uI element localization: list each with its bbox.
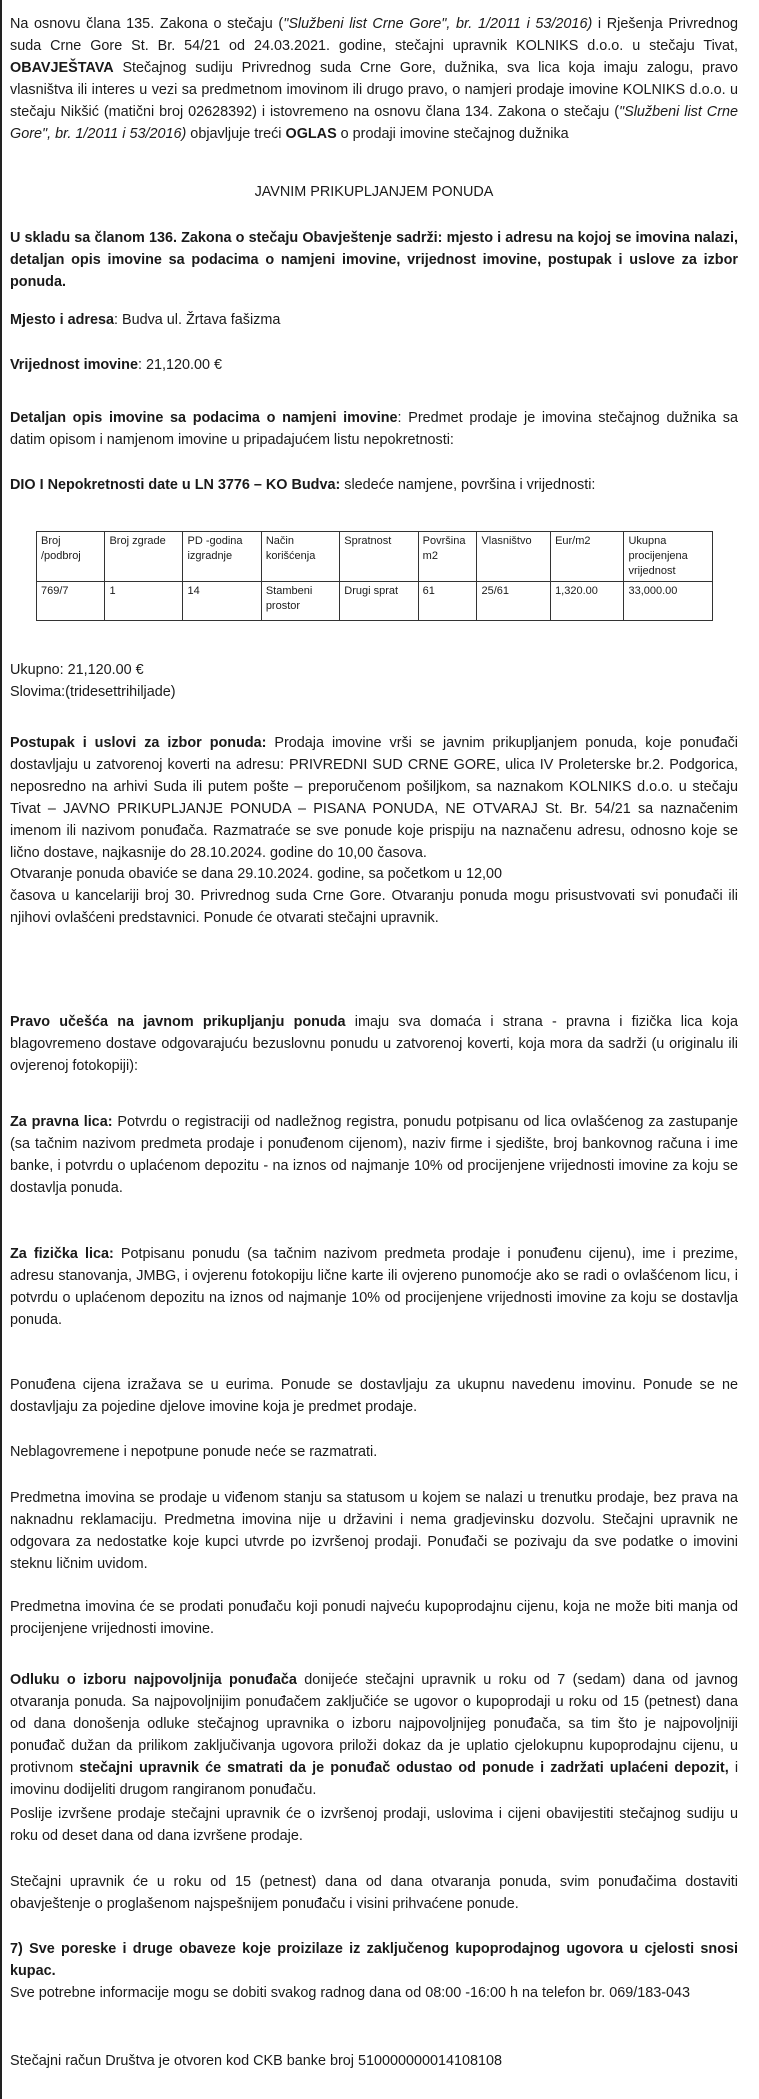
- decision-text: donijeće stečajni upravnik u roku od 7 (sedam) dana od javnog otvaranja ponuda. Sa najpovoljnijim ponuđačem zaključiće se ugovor o kupoprodaji u roku od 15 (petnest) dana od dana donošenja odluke stečajnog upravnika o izboru najpovoljnijeg ponuđača, sa tim što je najpovoljniji ponuđač dužan da prilikom zaključivanja ugovora priloži dokaz da je uplatio cjelokupnu kupoprodajnu cijenu, u protivnom: [10, 1672, 738, 1776]
- untimely-offers-paragraph: Neblagovremene i nepotpune ponude neće se razmatrati.: [10, 1444, 378, 1460]
- detail-text: : Predmet prodaje je imovina stečajnog dužnika sa datim opisom i namjenom imovine u pripadajućem listu nepokretnosti:: [10, 410, 738, 448]
- table-header-cell: Spratnost: [340, 532, 418, 582]
- table-cell: Stambeni prostor: [261, 582, 339, 621]
- decision-end-text: i imovinu dodijeliti drugom rangiranom ponuđaču.: [10, 1759, 739, 1798]
- decision-label: Odluku o izboru najpovoljnija ponuđača: [10, 1672, 297, 1688]
- intro-text-1: Na osnovu člana 135. Zakona o stečaju (: [10, 16, 284, 32]
- table-cell: 33,000.00: [624, 582, 713, 621]
- contact-info-line: Sve potrebne informacije mogu se dobiti svakog radnog dana od 08:00 -16:00 h na telefon br. 069/183-043: [10, 1985, 691, 2001]
- table-cell: 25/61: [477, 582, 551, 621]
- property-state-paragraph: Predmetna imovina se prodaje u viđenom stanju sa statusom u kojem se nalazi u trenutku prodaje, bez prava na naknadnu reklamaciju. Predmetna imovina nije u državini i nema gradjevinsku dozvolu. Stečajni upravnik ne odgovara za nedostatke koje kupci utvrde po izvršenoj prodaji. Ponuđači se pozivaju da sve podatke o imovini steknu ličnim uvidom.: [10, 1490, 738, 1572]
- location-value: : Budva ul. Žrtava fašizma: [113, 312, 281, 328]
- table-header-cell: Površina m2: [418, 532, 477, 582]
- intro-text-5: o prodaji imovine stečajnog dužnika: [336, 125, 569, 142]
- best-offer-paragraph: Predmetna imovina će se prodati ponuđaču koji ponudi najveću kupoprodajnu cijenu, koja ne može biti manja od procijenjene vrijednosti imovine.: [10, 1599, 738, 1637]
- taxes-text: 7) Sve poreske i druge obaveze koje proizilaze iz zaključenog kupoprodajnog ugovora u cjelosti snosi kupac.: [10, 1941, 738, 1979]
- table-cell: Drugi sprat: [340, 582, 418, 621]
- location-label: Mjesto i adresa: [10, 312, 114, 328]
- table-cell: 14: [183, 582, 261, 621]
- participation-paragraph: [10, 1012, 738, 1078]
- detail-paragraph: [10, 408, 738, 452]
- gazette-reference-2: "Službeni list Crne Gore", br. 1/2011 i 53/2016): [10, 103, 738, 142]
- location-line: [10, 310, 738, 332]
- legal-entities-text: Potvrdu o registraciji od nadležnog registra, ponudu potpisanu od lica ovlašćenog za zastupanje (sa tačnim nazivom predmeta prodaje i ponuđenom cijenom), naziv firme i sjedište, broj bankovnog računa i ime banke, i potvrdu o uplaćenom depozitu - na iznos od najmanje 10% od procijenjene vrijednosti imovine za koju se dostavlja ponuda.: [10, 1114, 738, 1196]
- table-header-cell: Broj /podbroj: [37, 532, 105, 582]
- table-row: [37, 582, 713, 621]
- ad-keyword: OGLAS: [285, 125, 337, 142]
- detail-label: Detaljan opis imovine sa podacima o namjeni imovine: [10, 410, 398, 426]
- taxes-paragraph: [10, 1939, 738, 1983]
- value-line: [10, 355, 738, 377]
- total-line: Ukupno: 21,120.00 €: [10, 662, 144, 678]
- table-header-cell: Broj zgrade: [105, 532, 183, 582]
- table-header-cell: Eur/m2: [551, 532, 624, 582]
- currency-paragraph: Ponuđena cijena izražava se u eurima. Ponude se dostavljaju za ukupnu navedenu imovinu. Ponude se ne dostavljaju za pojedine djelove imovine koja je predmet prodaje.: [10, 1377, 738, 1415]
- part-line: [10, 475, 738, 497]
- opening-place-text: časova u kancelariji broj 30. Privrednog suda Crne Gore. Otvaranju ponuda mogu prisustvovati svi ponuđači ili njihovi ovlašćeni predstavnici. Ponude će otvarati stečajni upravnik.: [10, 888, 738, 927]
- value-label: Vrijednost imovine: [10, 357, 138, 373]
- intro-text-3: Stečajnog sudiju Privrednog suda Crne Gore, dužnika, sva lica koja imaju zalogu, pravo vlasništva ili interes u vezi sa predmetnom imovinom ili drugo pravo, o namjeri prodaje imovine KOLNIKS d.o.o. u stečaju Nikšić (matični broj 02628392) i istovremeno na osnovu člana 134. Zakona o stečaju (: [10, 59, 738, 120]
- table-cell: 1: [105, 582, 183, 621]
- table-cell: 61: [418, 582, 477, 621]
- legal-entities-paragraph: [10, 1112, 738, 1200]
- property-table: [36, 531, 713, 621]
- report-paragraph: Poslije izvršene prodaje stečajni upravnik će o izvršenoj prodaji, uslovima i cijeni obavijestiti stečajnog sudiju u roku od deset dana od dana izvršene prodaje.: [10, 1806, 738, 1844]
- participation-text: imaju sva domaća i strana - pravna i fizička lica koja blagovremeno dostave odgovarajuću bezuslovnu ponudu u zatvorenoj koverti, koja mora da sadrži (u originalu ili ovjerenoj fotokopiji):: [10, 1014, 738, 1074]
- table-header-cell: Ukupna procijenjena vrijednost: [624, 532, 713, 582]
- table-header-cell: Vlasništvo: [477, 532, 551, 582]
- decision-paragraph: [10, 1670, 738, 1801]
- table-header-row: [37, 532, 713, 582]
- legal-entities-label: Za pravna lica:: [10, 1114, 113, 1130]
- part-label: DIO I Nepokretnosti date u LN 3776 – KO Budva:: [10, 477, 341, 493]
- contents-text: U skladu sa članom 136. Zakona o stečaju Obavještenje sadrži: mjesto i adresu na kojoj se imovina nalazi, detaljan opis imovine sa podacima o namjeni imovine, vrijednost imovine, postupak i uslove za izbor ponuda.: [10, 230, 738, 290]
- participation-label: Pravo učešća na javnom prikupljanju ponuda: [10, 1014, 346, 1030]
- deposit-forfeit-text: stečajni upravnik će smatrati da je ponuđač odustao od ponude i zadržati uplaćeni depozit,: [79, 1759, 729, 1776]
- opening-date-text: Otvaranje ponuda obaviće se dana 29.10.2024. godine, sa početkom u 12,00: [10, 866, 503, 883]
- natural-persons-paragraph: [10, 1244, 738, 1332]
- natural-persons-label: Za fizička lica:: [10, 1246, 114, 1262]
- document-heading: JAVNIM PRIKUPLJANJEM PONUDA: [254, 184, 494, 200]
- table-header-cell: PD -godina izgradnje: [183, 532, 261, 582]
- table-cell: 1,320.00: [551, 582, 624, 621]
- intro-text-4: objavljuje treći: [186, 125, 286, 142]
- intro-paragraph: [10, 14, 738, 145]
- natural-persons-text: Potpisanu ponudu (sa tačnim nazivom predmeta prodaje i ponuđenu cijenu), ime i prezime, adresu stanovanja, JMBG, i ovjerenu fotokopiju lične karte ili ovjereno punomoćje ako se radi o ovlašćenom licu, i potvrdu o uplaćenom depozitu na iznos od najmanje 10% od procijenjene vrijednosti imovine za koju se dostavlja ponuda.: [10, 1246, 738, 1328]
- table-cell: 769/7: [37, 582, 105, 621]
- total-words-line: Slovima:(tridesettrihiljade): [10, 684, 176, 700]
- bank-account-line: Stečajni račun Društva je otvoren kod CKB banke broj 510000000014108108: [10, 2053, 503, 2069]
- part-text: sledeće namjene, površina i vrijednosti:: [340, 477, 596, 493]
- notify-paragraph: Stečajni upravnik će u roku od 15 (petnest) dana od dana otvaranja ponuda, svim ponuđačima dostaviti obavještenje o proglašenom najspešnijem ponuđaču i visini prihvaćene ponude.: [10, 1874, 738, 1912]
- gazette-reference-1: "Službeni list Crne Gore", br. 1/2011 i 53/2016): [283, 16, 593, 32]
- section-contents-paragraph: [10, 228, 738, 294]
- value-amount: : 21,120.00 €: [137, 357, 222, 373]
- procedure-label: Postupak i uslovi za izbor ponuda:: [10, 735, 267, 751]
- procedure-text: Prodaja imovine vrši se javnim prikupljanjem ponuda, koje ponuđači dostavljaju u zatvorenoj koverti na adresu: PRIVREDNI SUD CRNE GORE, ulica IV Proleterske br.2. Podgorica, neposredno na arhivi Suda ili putem pošte – preporučenom pošiljkom, sa naznakom KOLNIKS d.o.o. u stečaju Tivat – JAVNO PRIKUPLJANJE PONUDA – PISANA PONUDA, NE OTVARAJ St. Br. 54/21 sa naznačenim imenom ili nazivom ponuđača. Razmatraće se sve ponude koje prispiju na naznačenu adresu, odnosno koje se lično dostave, najkasnije do 28.10.2024. godine do 10,00 časova.: [10, 735, 739, 861]
- intro-text-2: i Rješenja Privrednog suda Crne Gore St. Br. 54/21 od 24.03.2021. godine, stečajni upravnik KOLNIKS d.o.o. u stečaju Tivat,: [10, 16, 738, 54]
- notice-keyword: OBAVJEŠTAVA: [10, 59, 114, 76]
- table-header-cell: Način korišćenja: [261, 532, 339, 582]
- procedure-paragraph: [10, 733, 738, 930]
